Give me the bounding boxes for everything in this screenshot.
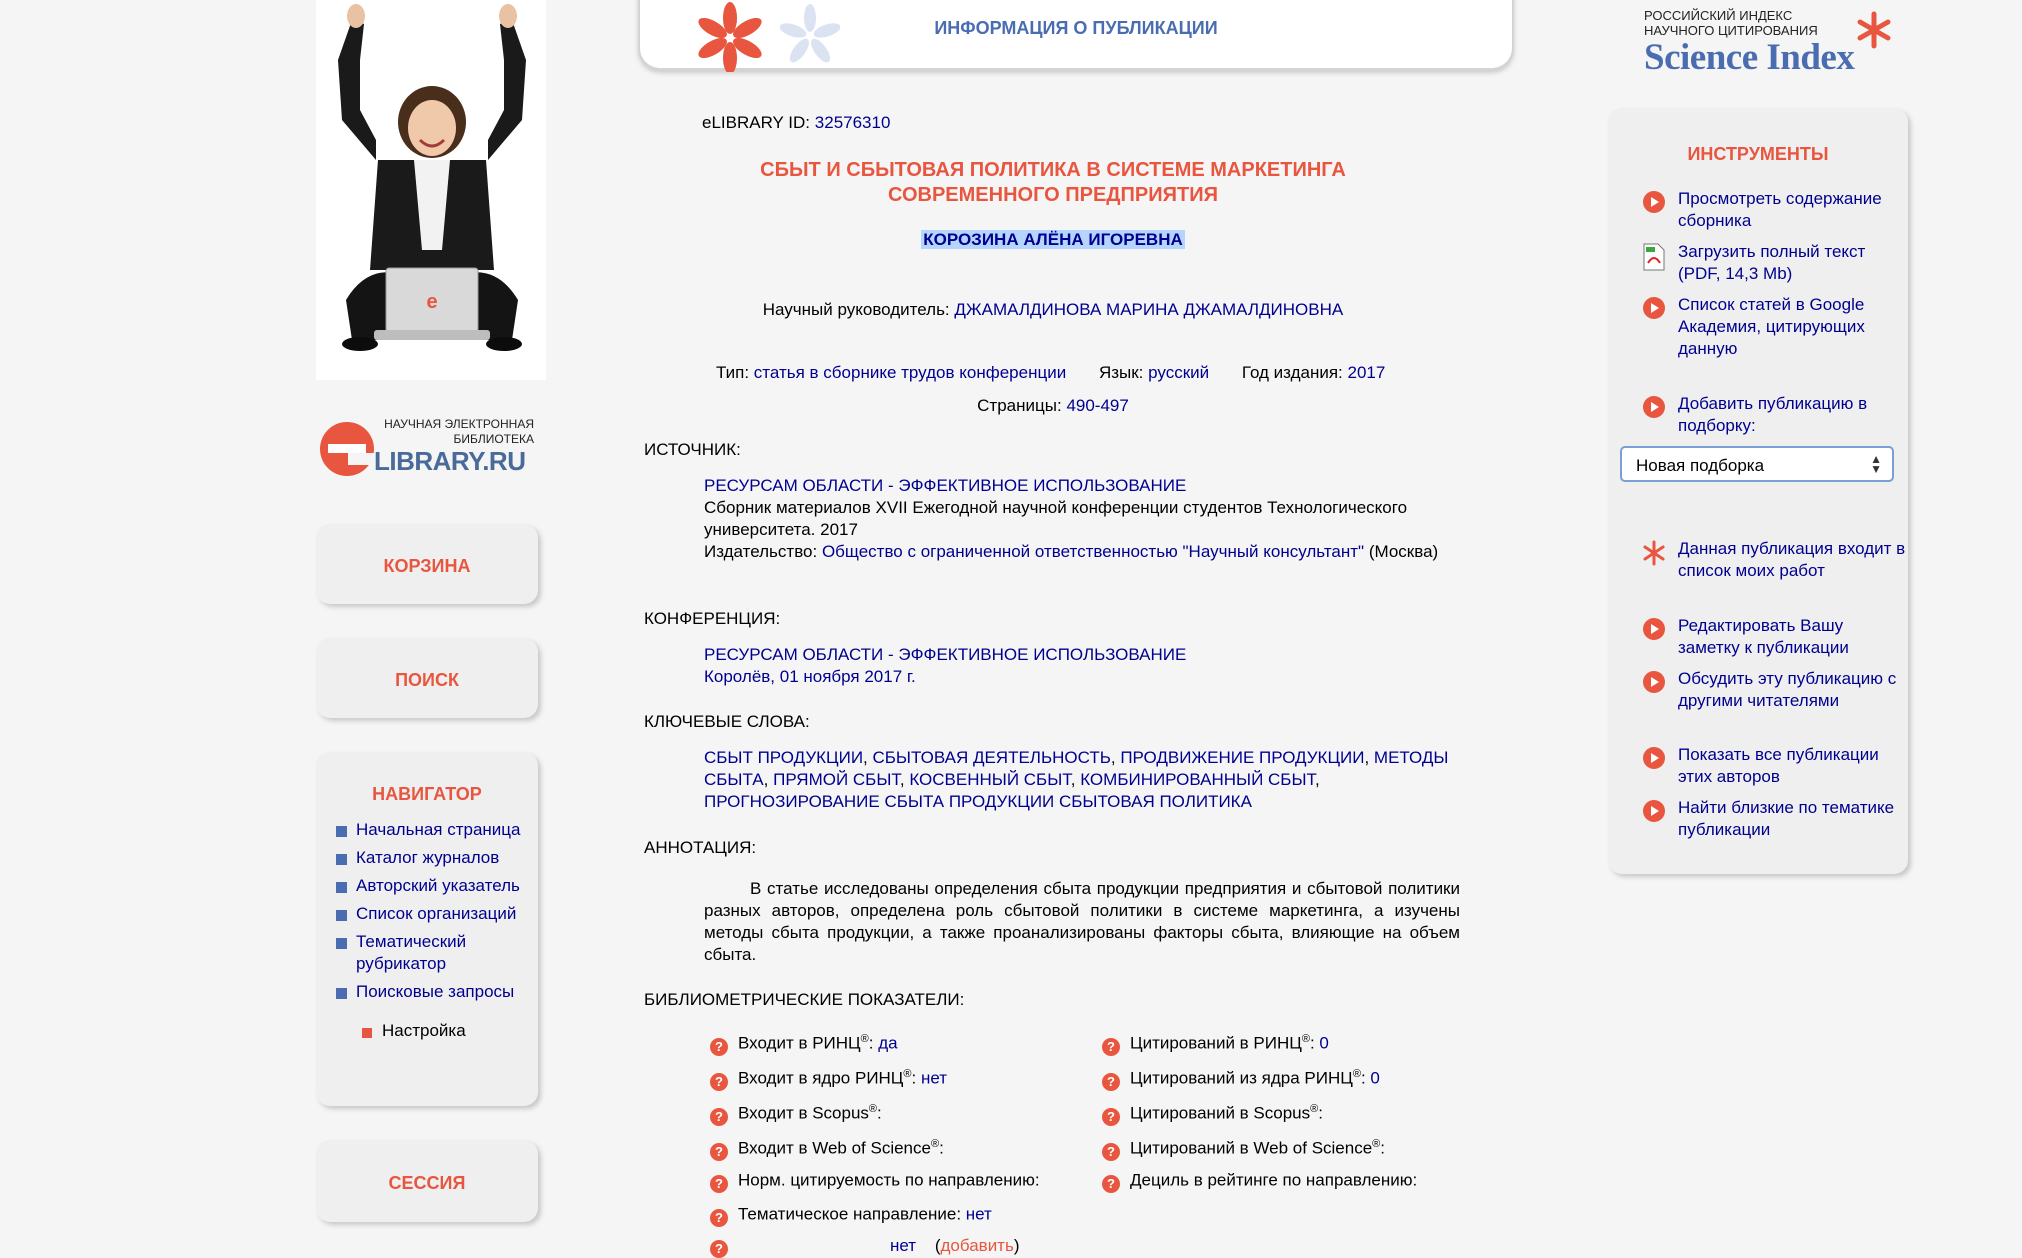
- pages-value: 490-497: [1066, 396, 1129, 415]
- bullet-square-icon: [336, 938, 347, 949]
- question-icon[interactable]: ?: [1102, 1038, 1120, 1056]
- publisher-label: Издательство:: [704, 542, 818, 561]
- add-direction-link[interactable]: добавить: [940, 1236, 1014, 1255]
- tool-add-to-collection[interactable]: Добавить публикацию в подборку:: [1624, 393, 1906, 437]
- keyword-link[interactable]: ПРОДВИЖЕНИЕ ПРОДУКЦИИ: [1120, 748, 1365, 767]
- metric-wos-citations: ? Цитирований в Web of Science®:: [1102, 1138, 1385, 1161]
- nav-organizations[interactable]: Список организаций: [334, 903, 538, 925]
- abstract-heading: АННОТАЦИЯ:: [644, 838, 757, 857]
- year-value[interactable]: 2017: [1347, 363, 1386, 382]
- elibrary-id-label: eLIBRARY ID:: [702, 113, 811, 132]
- conference-title-link[interactable]: РЕСУРСАМ ОБЛАСТИ - ЭФФЕКТИВНОЕ ИСПОЛЬЗОВАНИЕ: [704, 645, 1187, 664]
- tool-discuss[interactable]: Обсудить эту публикацию с другими читателями: [1624, 668, 1906, 712]
- question-icon[interactable]: ?: [710, 1108, 728, 1126]
- bibliometrics-heading: БИБЛИОМЕТРИЧЕСКИЕ ПОКАЗАТЕЛИ:: [644, 990, 965, 1009]
- asterisk-icon: [1642, 540, 1666, 566]
- play-circle-icon: [1642, 296, 1666, 320]
- keywords-block: СБЫТ ПРОДУКЦИИ, СБЫТОВАЯ ДЕЯТЕЛЬНОСТЬ, ПРОДВИЖЕНИЕ ПРОДУКЦИИ, МЕТОДЫ СБЫТА, ПРЯМОЙ СБЫТ, КОСВЕННЫЙ СБЫТ, КОМБИНИРОВАННЫЙ СБЫТ, ПРОГНОЗИРОВАНИЕ СБЫТА ПРОДУКЦИИ СБЫТОВАЯ ПОЛИТИКА: [704, 748, 1449, 811]
- keyword-link[interactable]: СБЫТОВАЯ ДЕЯТЕЛЬНОСТЬ: [872, 748, 1111, 767]
- question-icon[interactable]: ?: [710, 1038, 728, 1056]
- metric-value[interactable]: 0: [1319, 1033, 1329, 1053]
- publisher-city: (Москва): [1368, 542, 1439, 561]
- bullet-square-icon: [336, 882, 347, 893]
- collection-select[interactable]: [1620, 446, 1894, 482]
- cart-box[interactable]: [316, 524, 538, 604]
- lang-label: Язык:: [1098, 363, 1144, 382]
- nav-home[interactable]: Начальная страница: [334, 819, 538, 841]
- conference-place: Королёв, 01 ноября 2017 г.: [704, 667, 916, 686]
- question-icon[interactable]: ?: [710, 1240, 728, 1258]
- tool-google-scholar[interactable]: Список статей в Google Академия, цитирующих данную: [1624, 294, 1906, 360]
- science-index-wordmark: Science Index: [1644, 37, 1855, 78]
- year-label: Год издания:: [1241, 363, 1343, 382]
- type-label: Тип:: [716, 363, 750, 382]
- metric-scopus-citations: ? Цитирований в Scopus®:: [1102, 1103, 1323, 1126]
- metric-norm-citation: ? Норм. цитируемость по направлению:: [710, 1170, 1040, 1193]
- question-icon[interactable]: ?: [1102, 1175, 1120, 1193]
- lang-value[interactable]: русский: [1148, 363, 1210, 382]
- abstract-text: В статье исследованы определения сбыта продукции предприятия и сбытовой политики разных авторов, определена роль сбытовой политики в системе маркетинга, а изучены методы сбыта продукции, а также проанализированы факторы сбыта, влияющие на объем сбыта.: [704, 879, 1460, 964]
- author-link[interactable]: КОРОЗИНА АЛЁНА ИГОРЕВНА: [923, 230, 1183, 249]
- supervisor-label: Научный руководитель:: [762, 300, 950, 319]
- pages-label: Страницы:: [977, 396, 1062, 415]
- source-heading: ИСТОЧНИК:: [644, 440, 741, 459]
- publisher-line: [704, 541, 1456, 563]
- metric-scopus: ? Входит в Scopus®:: [710, 1103, 882, 1126]
- tool-author-publications[interactable]: Показать все публикации этих авторов: [1624, 744, 1906, 788]
- conference-block: [704, 644, 1456, 688]
- type-value[interactable]: статья в сборнике трудов конференции: [753, 363, 1067, 382]
- keyword-link[interactable]: СБЫТ ПРОДУКЦИИ: [704, 748, 864, 767]
- elibrary-tagline: НАУЧНАЯ ЭЛЕКТРОННАЯ БИБЛИОТЕКА: [384, 417, 534, 446]
- keyword-link[interactable]: МЕТОДЫ СБЫТА: [704, 748, 1449, 789]
- nav-rubricator[interactable]: Тематический рубрикатор: [334, 931, 538, 975]
- session-box[interactable]: [316, 1140, 538, 1222]
- question-icon[interactable]: ?: [1102, 1108, 1120, 1126]
- nav-journals[interactable]: Каталог журналов: [334, 847, 538, 869]
- tool-my-works[interactable]: Данная публикация входит в список моих работ: [1624, 538, 1906, 582]
- publisher-link[interactable]: Общество с ограниченной ответственностью "Научный консультант": [821, 542, 1365, 561]
- tools-title: ИНСТРУМЕНТЫ: [1687, 144, 1829, 164]
- elibrary-logo[interactable]: [318, 412, 540, 480]
- navigator-box: [316, 752, 538, 1106]
- science-index-tagline: РОССИЙСКИЙ ИНДЕКС НАУЧНОГО ЦИТИРОВАНИЯ: [1644, 8, 1818, 38]
- bullet-square-icon: [362, 1028, 372, 1038]
- publication-title: СБЫТ И СБЫТОВАЯ ПОЛИТИКА В СИСТЕМЕ МАРКЕТИНГА СОВРЕМЕННОГО ПРЕДПРИЯТИЯ: [760, 159, 1346, 206]
- bullet-square-icon: [336, 826, 347, 837]
- play-circle-icon: [1642, 617, 1666, 641]
- author-line: [644, 230, 1462, 250]
- svg-text:e: e: [426, 291, 438, 313]
- question-icon[interactable]: ?: [710, 1209, 728, 1227]
- tool-view-contents[interactable]: Просмотреть содержание сборника: [1624, 188, 1906, 232]
- question-icon[interactable]: ?: [1102, 1073, 1120, 1091]
- metric-rinc-core-citations: ? Цитирований из ядра РИНЦ®: 0: [1102, 1068, 1380, 1091]
- metric-value[interactable]: 0: [1370, 1068, 1380, 1088]
- metric-extra-row: ? нет (добавить): [710, 1236, 1020, 1258]
- elibrary-id-line: [702, 113, 890, 133]
- metric-value: нет: [890, 1236, 917, 1255]
- keyword-link[interactable]: КОМБИНИРОВАННЫЙ СБЫТ: [1080, 770, 1316, 789]
- session-title[interactable]: СЕССИЯ: [388, 1173, 466, 1193]
- bullet-square-icon: [336, 910, 347, 921]
- tool-download-pdf[interactable]: Загрузить полный текст (PDF, 14,3 Mb): [1624, 241, 1906, 285]
- metric-wos: ? Входит в Web of Science®:: [710, 1138, 944, 1161]
- play-circle-icon: [1642, 395, 1666, 419]
- keyword-link[interactable]: КОСВЕННЫЙ СБЫТ: [909, 770, 1071, 789]
- search-title[interactable]: ПОИСК: [395, 670, 459, 690]
- metric-value: да: [878, 1033, 898, 1053]
- navigator-list: [316, 819, 538, 1003]
- type-line: [716, 363, 1385, 383]
- hero-woman-laptop-illustration: [316, 0, 546, 380]
- science-index-logo[interactable]: [1644, 6, 1904, 86]
- play-circle-icon: [1642, 190, 1666, 214]
- pages-line: [644, 396, 1462, 416]
- metric-rinc-citations: ? Цитирований в РИНЦ®: 0: [1102, 1033, 1329, 1056]
- nav-authors[interactable]: Авторский указатель: [334, 875, 538, 897]
- tool-similar-publications[interactable]: Найти близкие по тематике публикации: [1624, 797, 1906, 841]
- elibrary-e-icon: [318, 418, 376, 480]
- question-icon[interactable]: ?: [710, 1073, 728, 1091]
- tools-box: [1608, 108, 1908, 874]
- supervisor-line: [644, 300, 1462, 320]
- publication-info-banner: [638, 0, 1514, 70]
- navigator-title: НАВИГАТОР: [372, 784, 482, 804]
- metric-rinc-core: ? Входит в ядро РИНЦ®: нет: [710, 1068, 947, 1091]
- supervisor-link[interactable]: ДЖАМАЛДИНОВА МАРИНА ДЖАМАЛДИНОВНА: [954, 300, 1344, 319]
- question-icon[interactable]: ?: [1102, 1143, 1120, 1161]
- source-title-link[interactable]: РЕСУРСАМ ОБЛАСТИ - ЭФФЕКТИВНОЕ ИСПОЛЬЗОВАНИЕ: [704, 476, 1187, 495]
- metric-decile: ? Дециль в рейтинге по направлению:: [1102, 1170, 1417, 1193]
- play-circle-icon: [1642, 670, 1666, 694]
- play-circle-icon: [1642, 746, 1666, 770]
- keywords-heading: КЛЮЧЕВЫЕ СЛОВА:: [644, 712, 810, 731]
- keyword-link[interactable]: ПРЯМОЙ СБЫТ: [773, 770, 900, 789]
- play-circle-icon: [1642, 799, 1666, 823]
- source-description: Сборник материалов XVII Ежегодной научной конференции студентов Технологического университета. 2017: [704, 498, 1408, 539]
- search-box[interactable]: [316, 638, 538, 718]
- question-icon[interactable]: ?: [710, 1175, 728, 1193]
- elibrary-wordmark: LIBRARY.RU: [374, 446, 526, 476]
- asterisk-icon: [1854, 10, 1894, 50]
- tool-edit-note[interactable]: Редактировать Вашу заметку к публикации: [1624, 615, 1906, 659]
- source-block: [704, 475, 1456, 563]
- pdf-file-icon: [1642, 243, 1666, 271]
- nav-setup[interactable]: Настройка: [316, 1021, 538, 1041]
- metric-value: нет: [920, 1068, 948, 1088]
- bullet-square-icon: [336, 988, 347, 999]
- metric-rinc: ? Входит в РИНЦ®: да: [710, 1033, 898, 1056]
- banner-title: ИНФОРМАЦИЯ О ПУБЛИКАЦИИ: [934, 18, 1218, 38]
- cart-title[interactable]: КОРЗИНА: [383, 556, 471, 576]
- question-icon[interactable]: ?: [710, 1143, 728, 1161]
- metric-topic-direction: ? Тематическое направление: нет: [710, 1204, 992, 1227]
- metric-value: нет: [965, 1204, 992, 1224]
- conference-heading: КОНФЕРЕНЦИЯ:: [644, 609, 781, 628]
- collection-select-value: Новая подборка: [1636, 456, 1765, 475]
- keyword-link[interactable]: ПРОГНОЗИРОВАНИЕ СБЫТА ПРОДУКЦИИ СБЫТОВАЯ ПОЛИТИКА: [704, 792, 1252, 811]
- elibrary-id-value[interactable]: 32576310: [814, 113, 891, 132]
- nav-queries[interactable]: Поисковые запросы: [334, 981, 538, 1003]
- bullet-square-icon: [336, 854, 347, 865]
- select-arrows-icon: ▲ ▼: [1870, 452, 1882, 476]
